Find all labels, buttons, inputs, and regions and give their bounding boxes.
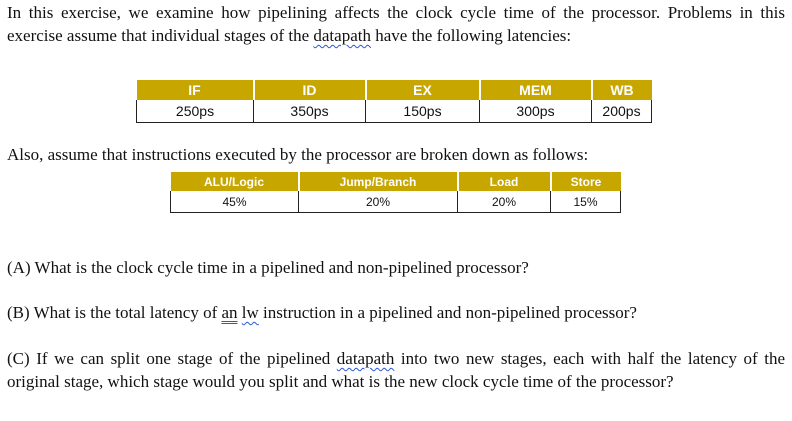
stage-latency-table [136,80,652,123]
stage-header-row [137,80,652,100]
stage-header-if: IF [137,80,254,100]
stage-header-id: ID [254,80,366,100]
latency-mem: 300ps [480,100,592,123]
stage-latency-row [137,100,652,123]
latency-ex: 150ps [366,100,480,123]
stage-header-wb: WB [592,80,652,100]
datapath-word-2: datapath [336,349,395,368]
question-b-text-2: instruction in a pipelined and non-pipelined processor? [258,303,637,322]
mix-alu: 45% [171,191,299,213]
mix-header-store: Store [551,172,621,191]
intro-paragraph [7,1,785,47]
latency-wb: 200ps [592,100,652,123]
question-c [7,347,785,393]
stage-header-mem: MEM [480,80,592,100]
instruction-mix-table [170,172,621,213]
question-c-text-2: into two new stages, each with half the latency of the original stage, which stage would you split and what is the new clock cycle time of the processor? [7,349,785,391]
datapath-word: datapath [313,26,371,45]
question-b [7,301,785,324]
mix-store: 15% [551,191,621,213]
mix-value-row [171,191,621,213]
question-b-text-1: (B) What is the total latency of [7,303,222,322]
latency-if: 250ps [137,100,254,123]
intro-text-2: have the following latencies: [370,26,572,45]
mix-header-load: Load [458,172,551,191]
also-paragraph: Also, assume that instructions executed by the processor are broken down as follows: [7,145,589,164]
latency-id: 350ps [254,100,366,123]
mix-header-jump: Jump/Branch [299,172,458,191]
question-a: (A) What is the clock cycle time in a pipelined and non-pipelined processor? [7,258,529,277]
stage-header-ex: EX [366,80,480,100]
mix-jump: 20% [299,191,458,213]
mix-header-row [171,172,621,191]
question-c-text-1: (C) If we can split one stage of the pipelined [7,349,337,368]
article-an: an [221,303,238,322]
lw-word: lw [241,303,259,322]
mix-load: 20% [458,191,551,213]
mix-header-alu: ALU/Logic [171,172,299,191]
intro-text-1: In this exercise, we examine how pipelining affects the clock cycle time of the processor. Problems in this exercise assume that individual stages of the [7,3,785,45]
